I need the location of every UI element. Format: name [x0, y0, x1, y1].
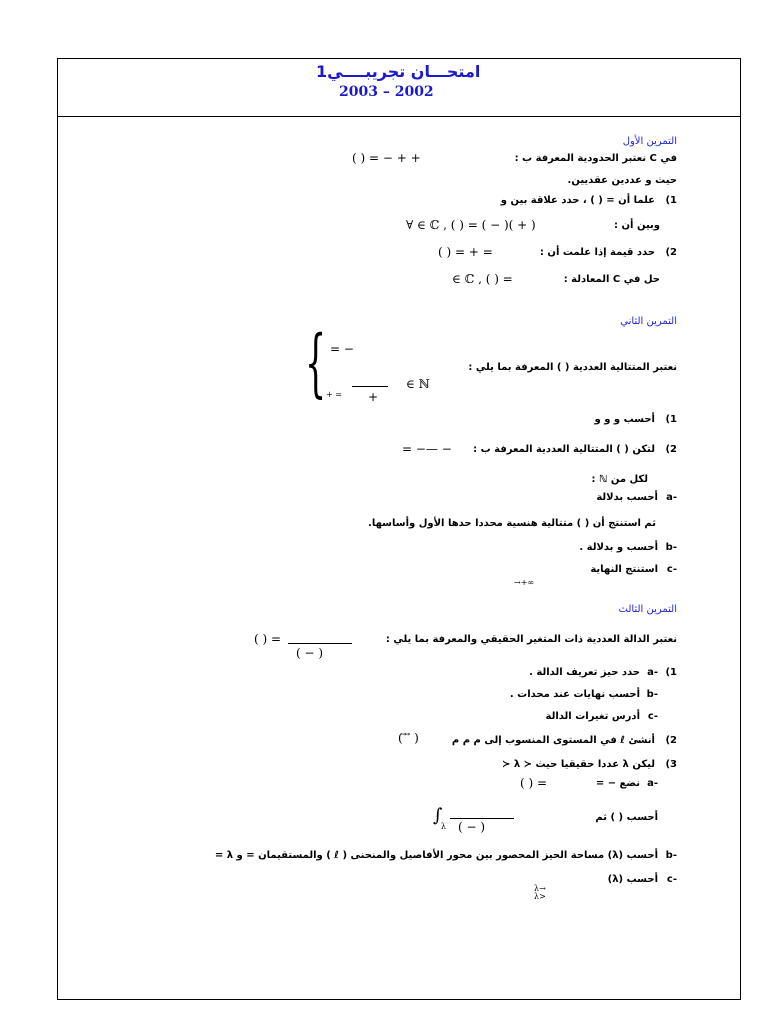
ex2-c: استنتج النهاية [590, 564, 658, 575]
integral-sign: ∫ [433, 805, 443, 826]
ex2-system-eq1: = − [330, 342, 354, 356]
ex3-q3c-limit: λ→ λ> [534, 884, 546, 901]
ex3-q3c-label: -c [666, 874, 677, 885]
ex1-polynomial: ( ) = − + + [352, 151, 421, 165]
ex1-q2b: حل في C المعادلة : [563, 274, 660, 285]
ex1-q2-number: 2) [665, 247, 677, 258]
ex1-heading: التمرين الأول [622, 136, 677, 147]
ex1-q2b-math: ∈ ℂ , ( ) = [452, 272, 513, 286]
ex3-def-den: ( − ) [296, 646, 324, 660]
ex3-q3b: أحسب (λ) مساحة الحيز المحصور بين محور الأفاصيل والمنحنى ( ℓ ) والمستقيمان = و λ = [214, 850, 658, 861]
ex2-q1-number: 1) [665, 414, 677, 425]
ex2-b-label: -b [665, 542, 677, 553]
ex3-c: أدرس تغيرات الدالة [545, 711, 640, 722]
ex1-q2-math: ( ) = + = [438, 245, 493, 259]
ex2-system-eq2-lhs: + = [326, 390, 342, 399]
ex2-intro: نعتبر المتتالية العددية ( ) المعرفة بما يلي : [468, 362, 677, 373]
exam-years: 2003 – 2002 [339, 84, 434, 100]
ex1-q1b-math: ∀ ∈ ℂ , ( ) = ( − )( + ) [406, 218, 536, 232]
ex2-q2-number: 2) [665, 444, 677, 455]
ex3-q3a-math: ( ) = [520, 776, 548, 790]
ex2-q2: لتكن ( ) المتتالية العددية المعرفة ب : [473, 444, 655, 455]
ex3-q3a-label: -a [647, 778, 658, 789]
ex3-q1-number: 1) [665, 667, 677, 678]
system-brace: { [305, 320, 327, 406]
ex3-integral-lower: λ [441, 822, 447, 831]
ex3-a: حدد حيز تعريف الدالة . [529, 667, 640, 678]
ex3-q2-number: 2) [665, 735, 677, 746]
ex3-heading: التمرين الثالث [618, 604, 677, 615]
ex3-q3a: نضع − = [595, 778, 640, 789]
ex3-def-lhs: ( ) = [254, 632, 282, 646]
header-divider [57, 116, 741, 117]
ex2-heading: التمرين الثاني [620, 316, 677, 327]
ex3-b-label: -b [646, 689, 658, 700]
ex3-integral-fraction-bar [450, 818, 514, 819]
ex1-intro: في C نعتبر الحدودية المعرفة ب : [514, 153, 677, 164]
ex2-q2-math: = −— − [402, 442, 452, 456]
ex1-line2: حيث و عددين عقديين. [567, 175, 677, 186]
ex1-q1b: وبين أن : [614, 220, 660, 231]
ex3-q3c: أحسب (λ) [607, 874, 658, 885]
ex3-intro: نعتبر الدالة العددية ذات المتغير الحقيقي والمعرفة بما يلي : [385, 634, 677, 645]
ex1-q2: حدد قيمة إذا علمت أن : [539, 247, 655, 258]
ex3-q3a-compute: أحسب ( ) ثم [595, 812, 658, 823]
ex2-a-then: ثم استنتج أن ( ) متتالية هنسية محددا حدها الأول وأساسها. [368, 518, 656, 529]
ex3-q2-math: ( ⃗ ⃗ ) [398, 731, 419, 745]
ex2-fraction-bar [352, 386, 388, 387]
ex3-q3b-label: -b [665, 850, 677, 861]
ex1-q1-number: 1) [665, 195, 677, 206]
ex3-a-label: -a [647, 667, 658, 678]
ex1-q1: علما أن = ( ) ، حدد علاقة بين و [500, 195, 655, 206]
ex2-c-label: -c [666, 564, 677, 575]
ex2-system-cond: ∈ ℕ [406, 377, 430, 391]
ex3-def-fraction-bar [288, 643, 352, 644]
ex3-c-label: -c [647, 711, 658, 722]
ex2-for-each: لكل من ℕ : [591, 474, 648, 485]
ex2-c-limit: →+∞ [514, 578, 535, 587]
ex2-q1: أحسب و و و [594, 414, 655, 425]
ex2-system-eq2-den: + [368, 390, 379, 404]
ex2-a-label: -a [666, 492, 677, 503]
ex3-q3-number: 3) [665, 759, 677, 770]
ex3-integral-den: ( − ) [458, 820, 486, 834]
ex2-b: أحسب و بدلالة . [579, 542, 658, 553]
ex3-b: أحسب نهايات عند محدات . [509, 689, 640, 700]
ex3-q2: أنشئ ℓ في المستوى المنسوب إلى م م م [451, 735, 655, 746]
ex2-a: أحسب بدلالة [596, 492, 658, 503]
ex3-q3: ليكن λ عددا حقيقيا حيث ≺ λ ≺ [501, 759, 655, 770]
exam-title: امتحـــان تجريبــــي1 [316, 62, 481, 81]
